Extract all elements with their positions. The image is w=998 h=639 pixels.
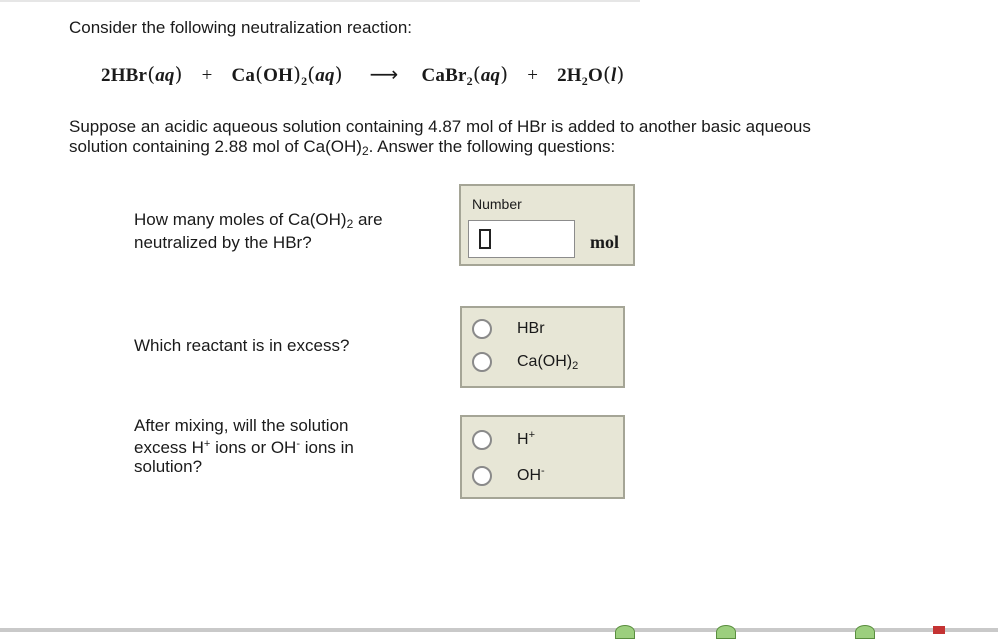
- option-hbr-label: HBr: [517, 320, 545, 337]
- question-1-subscript: 2: [346, 217, 354, 231]
- intro-text: Consider the following neutralization reaction:: [69, 18, 413, 37]
- problem-line-1: Suppose an acidic aqueous solution containing 4.87 mol of HBr is added to another basic aqueous: [69, 117, 811, 136]
- option-caoh2-text: Ca(OH): [517, 353, 573, 370]
- problem-statement: [69, 117, 929, 157]
- option-oh-text: OH: [517, 467, 541, 484]
- number-label: Number: [472, 196, 522, 212]
- water-subscript: 2: [581, 74, 588, 88]
- exit-icon[interactable]: [933, 626, 945, 634]
- question-3-label: [134, 416, 354, 477]
- ca-symbol: Ca: [231, 65, 256, 86]
- water-state: l: [611, 65, 617, 86]
- question-3-line-2: [134, 438, 354, 458]
- option-caoh2-subscript: 2: [572, 360, 579, 372]
- plus-sign-1: +: [201, 65, 213, 86]
- hbr-formula: 2HBr: [101, 65, 148, 86]
- caoh2-subscript: 2: [301, 74, 308, 88]
- option-h-charge: +: [528, 429, 535, 441]
- cabr2-state: aq: [480, 65, 501, 86]
- question-1-text-end: are: [353, 210, 383, 229]
- product-cabr2: CaBr$_2$(aq): [421, 62, 509, 88]
- oh-group: OH: [263, 65, 294, 86]
- number-answer-panel: [459, 184, 635, 266]
- radio-button-icon[interactable]: [472, 466, 492, 486]
- unit-label: mol: [590, 232, 619, 252]
- radio-button-icon[interactable]: [472, 430, 492, 450]
- plus-sign-2: +: [527, 65, 539, 86]
- question-3-line-2-end: ions in: [300, 438, 354, 457]
- cabr2-subscript: 2: [466, 74, 473, 88]
- option-caoh2-label: [517, 353, 578, 371]
- product-water: $2H_2O(l)$: [557, 62, 625, 88]
- problem-line-2-end: . Answer the following questions:: [368, 137, 616, 156]
- text-cursor-icon: [479, 229, 491, 249]
- caoh2-state: aq: [315, 65, 335, 86]
- water-o: O: [588, 65, 603, 86]
- reactant-hbr: 2HBr(aq): [101, 62, 183, 86]
- previous-button-icon[interactable]: [615, 625, 635, 639]
- question-3-h: excess H: [134, 438, 204, 457]
- option-caoh2[interactable]: [472, 350, 578, 374]
- hbr-state: aq: [155, 65, 175, 86]
- bottom-toolbar: [0, 628, 998, 632]
- problem-subscript: 2: [361, 144, 369, 158]
- question-1-text: How many moles of Ca(OH): [134, 210, 347, 229]
- option-hbr[interactable]: [472, 317, 545, 341]
- question-1-line-2: neutralized by the HBr?: [134, 233, 312, 252]
- option-h-text: H: [517, 431, 529, 448]
- moles-input[interactable]: [468, 220, 575, 258]
- water-h: 2H: [557, 65, 582, 86]
- question-3-minus: -: [296, 438, 301, 450]
- cabr-formula: CaBr: [421, 65, 467, 86]
- reactant-caoh2: $Ca(OH)_2(aq)$: [231, 62, 343, 88]
- excess-ion-choices: [460, 415, 625, 499]
- question-3-plus: +: [203, 438, 211, 450]
- reaction-arrow: ⟶: [369, 62, 399, 86]
- question-3-line-3: solution?: [134, 457, 203, 476]
- problem-line-2-text: solution containing 2.88 mol of Ca(OH): [69, 137, 362, 156]
- option-oh-minus-label: [517, 467, 545, 485]
- option-h-plus[interactable]: [472, 428, 535, 452]
- radio-button-icon[interactable]: [472, 352, 492, 372]
- radio-button-icon[interactable]: [472, 319, 492, 339]
- option-oh-minus[interactable]: [472, 464, 545, 488]
- check-answer-button-icon[interactable]: [716, 625, 736, 639]
- reaction-equation: [101, 62, 625, 87]
- next-button-icon[interactable]: [855, 625, 875, 639]
- question-3-line-1: After mixing, will the solution: [134, 416, 349, 435]
- question-3-oh: ions or OH: [210, 438, 297, 457]
- question-1-label: [134, 210, 383, 253]
- excess-reactant-choices: [460, 306, 625, 388]
- top-divider: [0, 0, 640, 2]
- problem-line-2: [69, 137, 929, 157]
- option-oh-charge: -: [541, 465, 545, 477]
- option-h-plus-label: [517, 431, 535, 449]
- question-2-label: Which reactant is in excess?: [134, 336, 350, 355]
- question-1-line-1: [134, 210, 383, 230]
